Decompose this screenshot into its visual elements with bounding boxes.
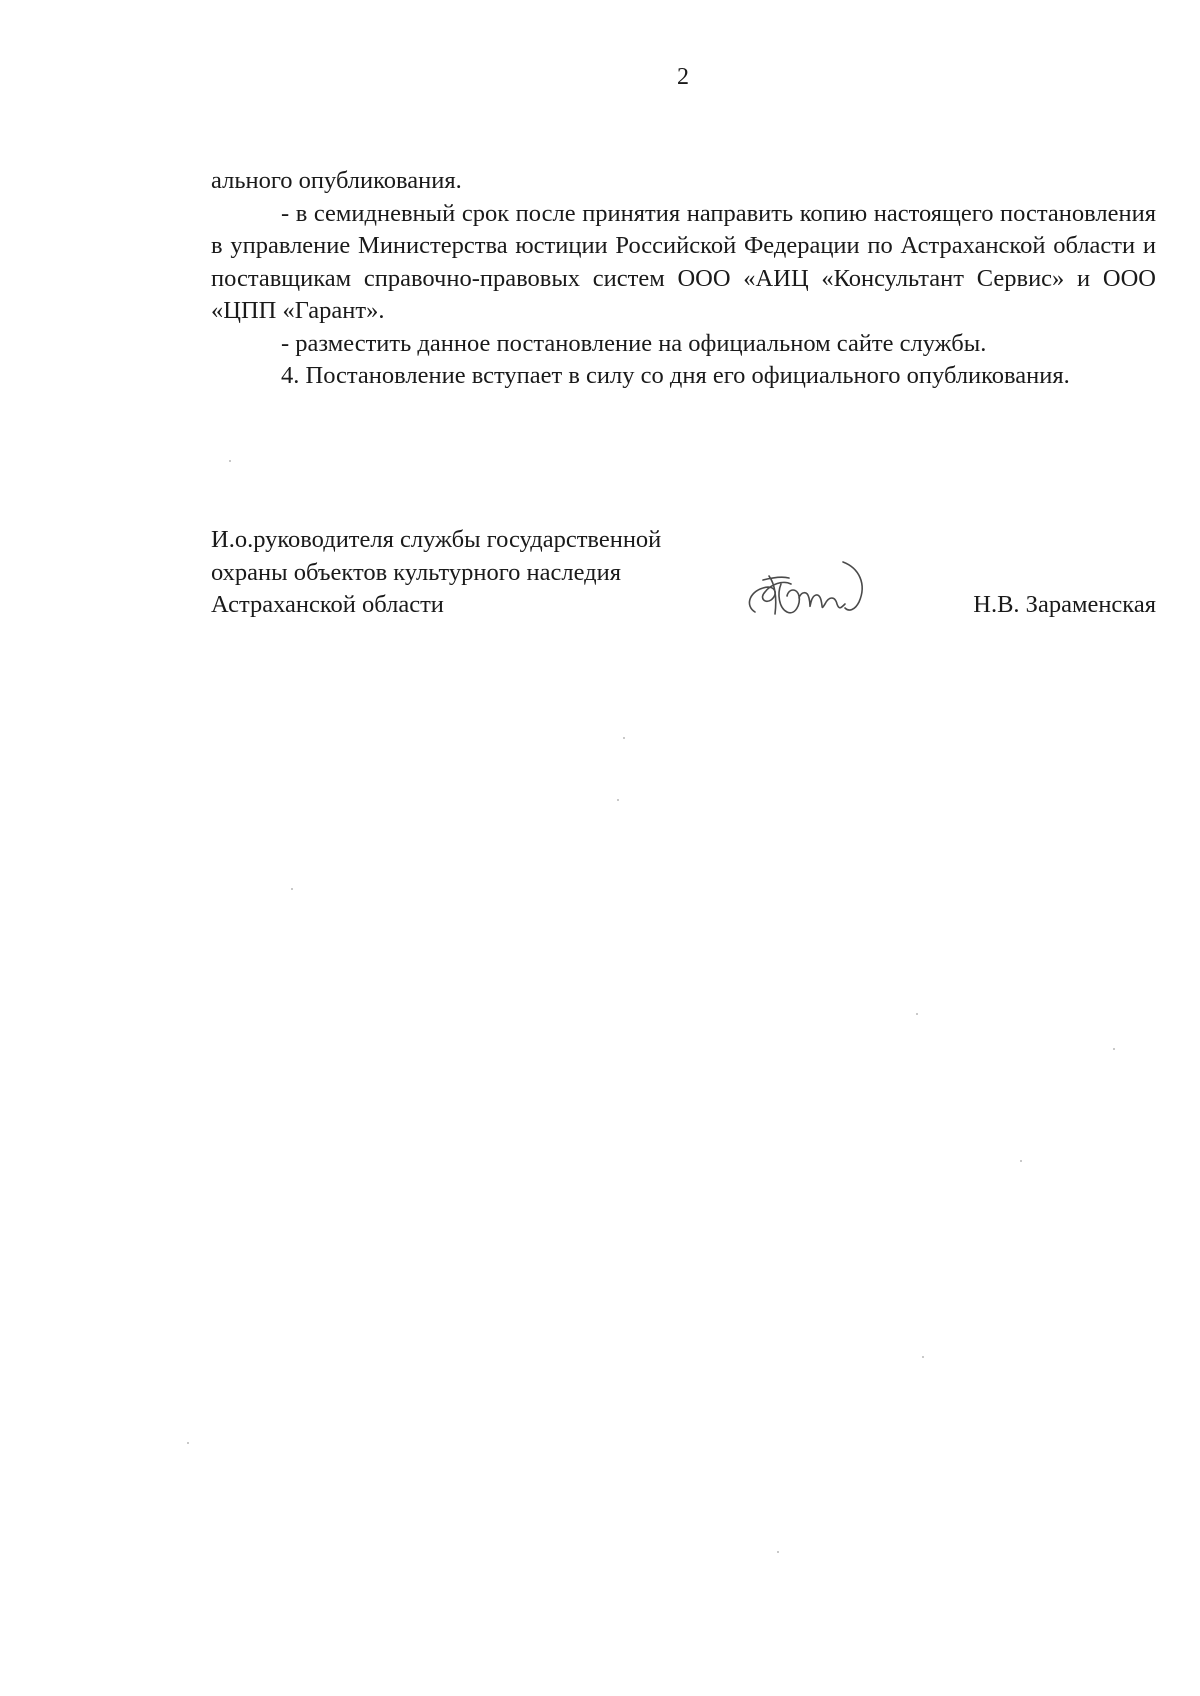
scan-speck [1020,1160,1022,1162]
scan-speck [922,1356,924,1358]
scan-speck [623,737,625,739]
page-number: 2 [677,64,689,90]
signature-block [211,524,1156,644]
scan-speck [617,799,619,801]
paragraph-send-copy: - в семидневный срок после принятия направить копию настоящего постановления в управление Министерства юстиции Российской Федерации по Астраханской области и поставщикам справочно-правовых систем ООО «АИЦ «Консультант Сервис» и ООО «ЦПП «Гарант». [211,199,1156,324]
signer-position-line: охраны объектов культурного наследия [211,558,622,586]
signer-name: Н.В. Зараменская [973,591,1156,618]
paragraph-publish-site: - разместить данное постановление на официальном сайте службы. [281,329,987,357]
paragraph-continuation: ального опубликования. [211,167,462,194]
scan-speck [1113,1048,1115,1050]
paragraph-effective-date: 4. Постановление вступает в силу со дня его официального опубликования. [281,362,1070,389]
scan-speck [291,888,293,890]
signer-position-line: И.о.руководителя службы государственной [211,526,662,553]
scan-speck [916,1013,918,1015]
document-body [211,165,1156,393]
signer-position [211,524,661,622]
scan-speck [229,460,231,462]
signer-position-line: Астраханской области [211,591,444,618]
scan-speck [777,1551,779,1553]
handwritten-signature-icon [741,554,871,624]
scan-speck [187,1442,189,1444]
